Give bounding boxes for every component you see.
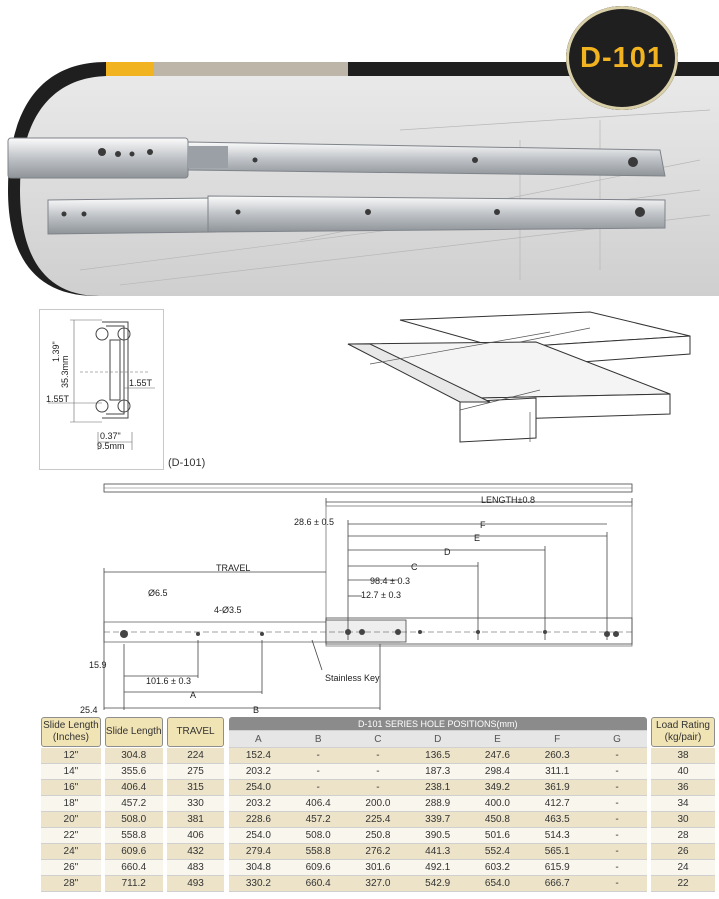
cell-hole-position: 615.9 <box>527 860 587 876</box>
cell-hole-position: 254.0 <box>229 828 289 844</box>
cell-travel: 483 <box>167 860 225 876</box>
cell-hole-position: - <box>348 748 408 764</box>
cell-hole-position: 654.0 <box>468 876 528 892</box>
cell-hole-position: 558.8 <box>288 844 348 860</box>
cell-hole-position: 330.2 <box>229 876 289 892</box>
cell-hole-position: 203.2 <box>229 796 289 812</box>
cell-load-rating: 22 <box>651 876 715 892</box>
cell-hole-position: 501.6 <box>468 828 528 844</box>
dim-12-7-label: 12.7 ± 0.3 <box>361 590 401 600</box>
cell-load-rating: 24 <box>651 860 715 876</box>
cell-slide-length-inches: 16" <box>41 780 101 796</box>
cell-hole-position: 514.3 <box>527 828 587 844</box>
cell-hole-position: 339.7 <box>408 812 468 828</box>
cell-hole-position: 660.4 <box>288 876 348 892</box>
cell-hole-position: 187.3 <box>408 764 468 780</box>
dim-15-9-label: 15.9 <box>89 660 107 670</box>
cell-slide-length-inches: 22" <box>41 828 101 844</box>
cell-hole-position: 603.2 <box>468 860 528 876</box>
cell-hole-position: 457.2 <box>288 812 348 828</box>
hole-column-header: B <box>288 731 348 748</box>
dim-25-4-label: 25.4 <box>80 705 98 715</box>
cell-slide-length: 558.8 <box>105 828 163 844</box>
cell-hole-position: 542.9 <box>408 876 468 892</box>
cell-hole-position: 609.6 <box>288 860 348 876</box>
cell-hole-position: 238.1 <box>408 780 468 796</box>
header-hole-positions: D-101 SERIES HOLE POSITIONS(mm) <box>229 717 647 731</box>
cell-slide-length-inches: 18" <box>41 796 101 812</box>
stainless-key-label: Stainless Key <box>325 673 380 683</box>
hole-column-header: D <box>408 731 468 748</box>
cell-slide-length: 609.6 <box>105 844 163 860</box>
dim-b-label: B <box>253 705 260 715</box>
cell-travel: 330 <box>167 796 225 812</box>
cell-slide-length-inches: 14" <box>41 764 101 780</box>
cell-slide-length-inches: 24" <box>41 844 101 860</box>
cell-travel: 224 <box>167 748 225 764</box>
cell-hole-position: 450.8 <box>468 812 528 828</box>
cell-slide-length: 660.4 <box>105 860 163 876</box>
table-row <box>41 780 715 796</box>
cell-hole-position: 565.1 <box>527 844 587 860</box>
cell-hole-position: 412.7 <box>527 796 587 812</box>
header-travel: TRAVEL <box>167 717 225 747</box>
cell-hole-position: 276.2 <box>348 844 408 860</box>
hole-diameter-label: Ø6.5 <box>148 588 168 598</box>
cell-travel: 493 <box>167 876 225 892</box>
cell-travel: 406 <box>167 828 225 844</box>
table-row <box>41 812 715 828</box>
header-slide-length-inches: Slide Length (Inches) <box>41 717 101 747</box>
cell-hole-position: 552.4 <box>468 844 528 860</box>
spec-table-header <box>41 717 715 748</box>
table-row <box>41 748 715 764</box>
cell-hole-position: 492.1 <box>408 860 468 876</box>
cell-hole-position: - <box>587 748 647 764</box>
cell-hole-position: - <box>348 764 408 780</box>
cell-hole-position: 390.5 <box>408 828 468 844</box>
cell-hole-position: 349.2 <box>468 780 528 796</box>
lower-rail <box>48 196 665 234</box>
model-caption: (D-101) <box>168 457 206 469</box>
cell-hole-position: 311.1 <box>527 764 587 780</box>
dim-98-4-label: 98.4 ± 0.3 <box>370 576 410 586</box>
cell-travel: 381 <box>167 812 225 828</box>
cell-hole-position: 228.6 <box>229 812 289 828</box>
left-thickness-label: 1.55T <box>46 394 70 404</box>
cell-hole-position: - <box>587 844 647 860</box>
cell-hole-position: 666.7 <box>527 876 587 892</box>
cell-hole-position: - <box>587 780 647 796</box>
table-row <box>41 796 715 812</box>
dim-c-label: C <box>411 562 418 572</box>
spec-table <box>41 717 715 892</box>
cell-slide-length: 711.2 <box>105 876 163 892</box>
table-row <box>41 828 715 844</box>
dim-28-6-label: 28.6 ± 0.5 <box>294 517 334 527</box>
cell-hole-position: 254.0 <box>229 780 289 796</box>
cell-load-rating: 30 <box>651 812 715 828</box>
dim-f-label: F <box>480 520 486 530</box>
cell-hole-position: 400.0 <box>468 796 528 812</box>
cell-hole-position: 361.9 <box>527 780 587 796</box>
cell-hole-position: - <box>288 748 348 764</box>
hole-column-header: G <box>587 731 647 748</box>
product-banner <box>0 0 719 296</box>
cell-hole-position: 298.4 <box>468 764 528 780</box>
hole-column-header: A <box>229 731 289 748</box>
cell-hole-position: 250.8 <box>348 828 408 844</box>
cell-hole-position: - <box>587 796 647 812</box>
cell-hole-position: 441.3 <box>408 844 468 860</box>
cell-travel: 432 <box>167 844 225 860</box>
model-badge-text: D-101 <box>580 41 664 74</box>
right-thickness-label: 1.55T <box>129 378 153 388</box>
cell-slide-length-inches: 12" <box>41 748 101 764</box>
cell-slide-length-inches: 20" <box>41 812 101 828</box>
cell-slide-length: 457.2 <box>105 796 163 812</box>
cell-hole-position: 508.0 <box>288 828 348 844</box>
cell-travel: 315 <box>167 780 225 796</box>
drawer-isometric-drawing <box>340 302 700 462</box>
cell-hole-position: - <box>288 764 348 780</box>
cell-hole-position: 152.4 <box>229 748 289 764</box>
cell-load-rating: 38 <box>651 748 715 764</box>
cell-hole-position: 279.4 <box>229 844 289 860</box>
spec-table-body <box>41 748 715 892</box>
cell-hole-position: - <box>587 764 647 780</box>
cell-hole-position: 327.0 <box>348 876 408 892</box>
cell-hole-position: 406.4 <box>288 796 348 812</box>
hole-column-header: C <box>348 731 408 748</box>
cell-hole-position: - <box>348 780 408 796</box>
dim-a-label: A <box>190 690 197 700</box>
cell-hole-position: - <box>587 812 647 828</box>
table-row <box>41 860 715 876</box>
cell-hole-position: 304.8 <box>229 860 289 876</box>
cell-hole-position: 260.3 <box>527 748 587 764</box>
hole-slot-label: 4-Ø3.5 <box>214 605 242 615</box>
cell-hole-position: - <box>288 780 348 796</box>
cell-load-rating: 40 <box>651 764 715 780</box>
cell-slide-length-inches: 28" <box>41 876 101 892</box>
length-label: LENGTH±0.8 <box>481 495 535 505</box>
width-inch-label: 0.37" <box>100 431 121 441</box>
width-mm-label: 9.5mm <box>97 441 125 451</box>
header-slide-length: Slide Length <box>105 717 163 747</box>
cell-hole-position: 288.9 <box>408 796 468 812</box>
dim-d-label: D <box>444 547 451 557</box>
cell-hole-position: 200.0 <box>348 796 408 812</box>
cell-hole-position: 203.2 <box>229 764 289 780</box>
cell-slide-length: 406.4 <box>105 780 163 796</box>
hole-column-header: F <box>527 731 587 748</box>
cell-hole-position: 301.6 <box>348 860 408 876</box>
dim-e-label: E <box>474 533 481 543</box>
cell-load-rating: 36 <box>651 780 715 796</box>
cell-load-rating: 28 <box>651 828 715 844</box>
cell-hole-position: - <box>587 876 647 892</box>
cell-load-rating: 26 <box>651 844 715 860</box>
cell-travel: 275 <box>167 764 225 780</box>
header-load-rating: Load Rating (kg/pair) <box>651 717 715 747</box>
dim-101-6-label: 101.6 ± 0.3 <box>146 676 191 686</box>
height-mm-label: 35.3mm <box>60 355 70 388</box>
cell-hole-position: 247.6 <box>468 748 528 764</box>
table-row <box>41 764 715 780</box>
cell-hole-position: - <box>587 828 647 844</box>
cell-load-rating: 34 <box>651 796 715 812</box>
cell-hole-position: 463.5 <box>527 812 587 828</box>
table-row <box>41 844 715 860</box>
cell-slide-length: 304.8 <box>105 748 163 764</box>
table-row <box>41 876 715 892</box>
hole-column-header: E <box>468 731 528 748</box>
height-inch-label: 1.39" <box>51 341 61 362</box>
travel-label: TRAVEL <box>216 563 251 573</box>
cell-hole-position: - <box>587 860 647 876</box>
cell-slide-length: 355.6 <box>105 764 163 780</box>
cell-slide-length: 508.0 <box>105 812 163 828</box>
cell-slide-length-inches: 26" <box>41 860 101 876</box>
cell-hole-position: 225.4 <box>348 812 408 828</box>
model-badge <box>566 6 678 110</box>
cell-hole-position: 136.5 <box>408 748 468 764</box>
cross-section-box <box>39 309 164 470</box>
